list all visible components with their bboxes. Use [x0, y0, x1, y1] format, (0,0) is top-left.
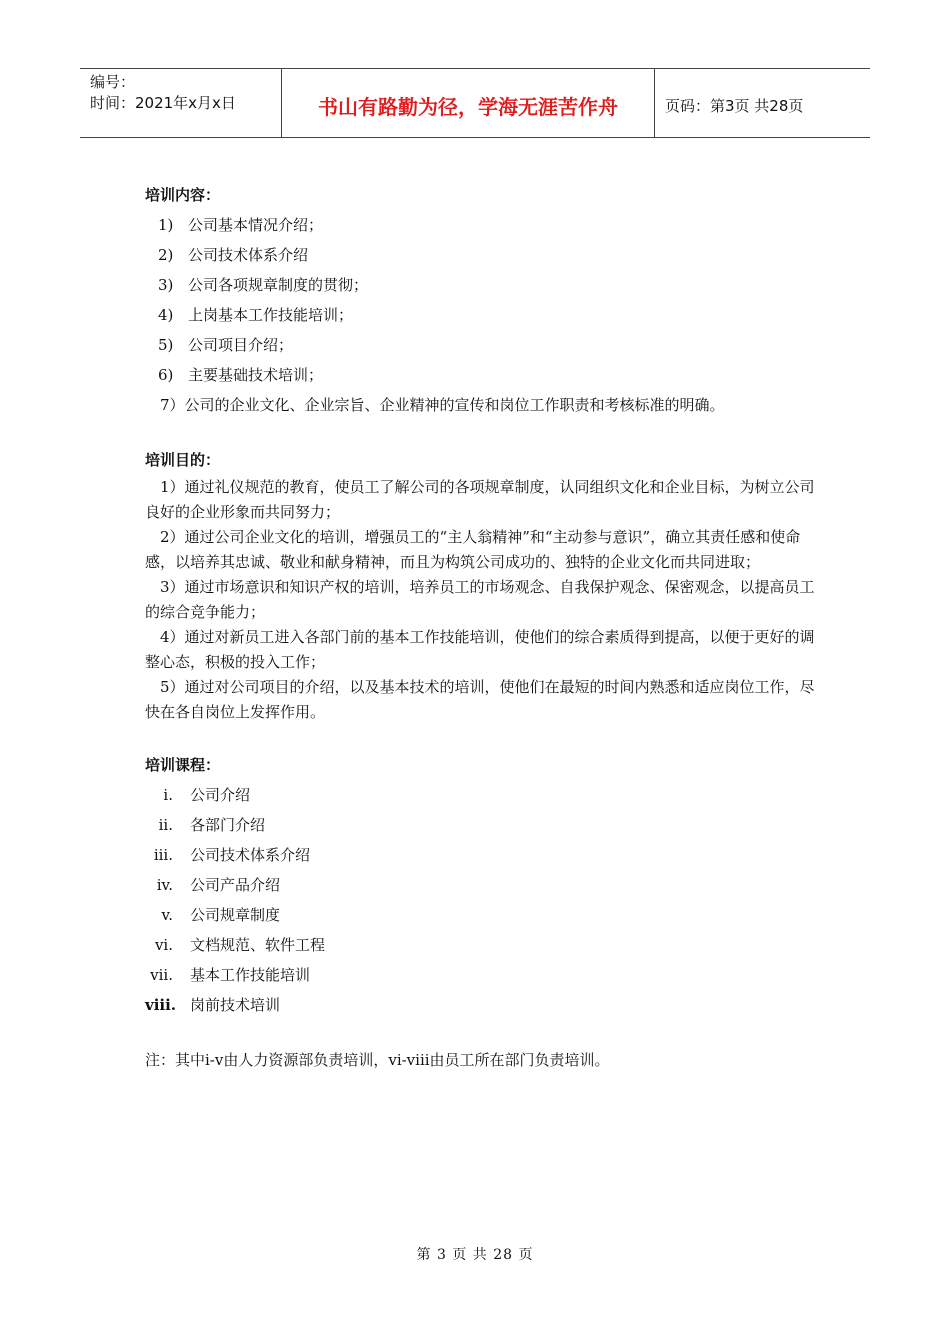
section-title-courses: 培训课程：	[145, 756, 221, 774]
list-item-text: 文档规范、软件工程	[190, 936, 326, 954]
list-item-text: 各部门介绍	[190, 816, 266, 834]
section-title-content: 培训内容：	[145, 186, 221, 204]
list-item-text: 公司介绍	[190, 786, 251, 804]
header-motto: 书山有路勤为径，学海无涯苦作舟	[282, 69, 655, 137]
list-item-text: 主要基础技术培训；	[188, 366, 324, 384]
list-item-number: vii.	[150, 966, 173, 984]
list-item	[145, 210, 815, 240]
header-page-info: 页码：第3页 共28页	[665, 96, 804, 115]
list-item-number: ii.	[158, 816, 173, 834]
list-item-text: 公司技术体系介绍	[190, 846, 311, 864]
list-item	[145, 300, 815, 330]
list-item	[145, 270, 815, 300]
list-item	[145, 810, 815, 840]
list-item-number: iii.	[153, 846, 173, 864]
list-item-number: vi.	[154, 936, 173, 954]
list-item	[145, 840, 815, 870]
list-item-number: viii.	[145, 996, 177, 1014]
list-item	[145, 930, 815, 960]
list-item-text: 7）公司的企业文化、企业宗旨、企业精神的宣传和岗位工作职责和考核标准的明确。	[160, 396, 725, 414]
document-body	[145, 180, 815, 1075]
list-item-number: 5)	[158, 336, 174, 354]
document-number-label: 编号：	[90, 73, 136, 91]
list-item-text: 岗前技术培训	[190, 996, 281, 1014]
list-item-number: 3)	[158, 276, 174, 294]
header-meta	[80, 69, 282, 137]
list-item-text: 公司规章制度	[190, 906, 281, 924]
list-item-number: 2)	[158, 246, 174, 264]
list-item-number: v.	[161, 906, 173, 924]
document-time: 时间：2021年x月x日	[90, 94, 236, 112]
page-header	[80, 68, 870, 138]
list-item-text: 公司产品介绍	[190, 876, 281, 894]
purpose-paragraph: 3）通过市场意识和知识产权的培训，培养员工的市场观念、自我保护观念、保密观念，以提高员工的综合竞争能力；	[145, 578, 815, 621]
courses-list	[145, 780, 815, 1020]
list-item-text: 基本工作技能培训	[190, 966, 311, 984]
list-item-text: 公司项目介绍；	[188, 336, 294, 354]
list-item	[145, 960, 815, 990]
purpose-paragraph: 2）通过公司企业文化的培训，增强员工的“主人翁精神”和“主动参与意识”，确立其责任感和使命感，以培养其忠诚、敬业和献身精神，而且为构筑公司成功的、独特的企业文化而共同进取；	[145, 528, 801, 571]
list-item	[145, 990, 815, 1020]
list-item	[145, 390, 815, 420]
section-title-purpose: 培训目的：	[145, 451, 221, 469]
list-item-number: 6)	[158, 366, 174, 384]
list-item-text: 公司基本情况介绍；	[188, 216, 324, 234]
list-item-text: 公司各项规章制度的贯彻；	[188, 276, 369, 294]
list-item	[145, 900, 815, 930]
note-text: 注：其中i-v由人力资源部负责培训，vi-viii由员工所在部门负责培训。	[145, 1051, 610, 1069]
page-footer: 第 3 页 共 28 页	[416, 1247, 534, 1263]
purpose-paragraph: 5）通过对公司项目的介绍，以及基本技术的培训，使他们在最短的时间内熟悉和适应岗位工作，尽快在各自岗位上发挥作用。	[145, 678, 815, 721]
list-item-text: 公司技术体系介绍	[188, 246, 309, 264]
list-item	[145, 360, 815, 390]
list-item	[145, 780, 815, 810]
list-item-number: iv.	[156, 876, 173, 894]
purpose-paragraph: 1）通过礼仪规范的教育，使员工了解公司的各项规章制度，认同组织文化和企业目标，为树立公司良好的企业形象而共同努力；	[145, 478, 815, 521]
list-item	[145, 870, 815, 900]
list-item-number: 4)	[158, 306, 174, 324]
list-item	[145, 330, 815, 360]
purpose-paragraph: 4）通过对新员工进入各部门前的基本工作技能培训，使他们的综合素质得到提高，以便于更好的调整心态，积极的投入工作；	[145, 628, 815, 671]
list-item-number: i.	[163, 786, 173, 804]
list-item	[145, 240, 815, 270]
list-item-number: 1)	[158, 216, 174, 234]
list-item-text: 上岗基本工作技能培训；	[188, 306, 354, 324]
content-list	[145, 210, 815, 420]
